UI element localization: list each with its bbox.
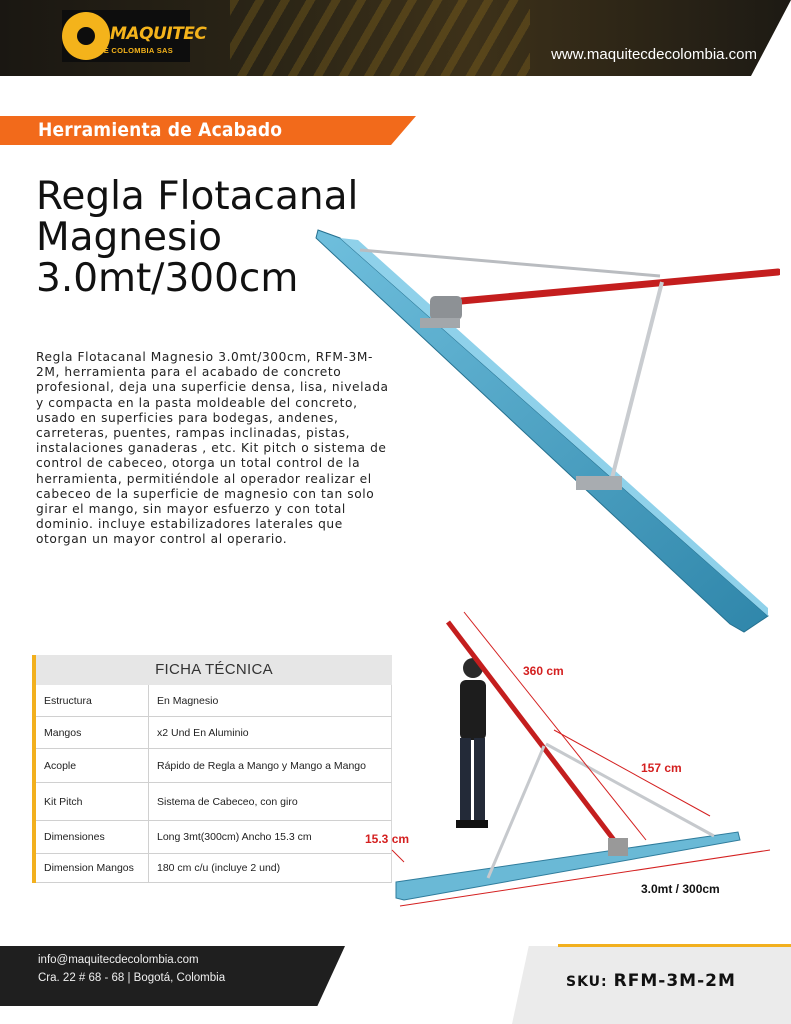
table-row (36, 717, 392, 749)
logo-name: MAQUITEC (110, 24, 207, 44)
table-row (36, 685, 392, 717)
product-description: Regla Flotacanal Magnesio 3.0mt/300cm, RFM-3M-2M, herramienta para el acabado de concreto profesional, deja una superficie densa, lisa, nivelada y compacta en la pasta moldeable del concreto, usado en superficies para bodegas, andenes, carreteras, puentes, rampas inclinadas, pistas, instalaciones ganaderas , etc. Kit pitch o sistema de control de cabeceo, otorga un total control de la herramienta, permitiéndole al operador realizar el cabeceo de la superficie de magnesio con tan solo girar el mango, sin mayor esfuerzo y con total dominio. incluye estabilizadores laterales que otorgan un mayor control al operario. (36, 350, 389, 547)
spec-key: Dimension Mangos (36, 854, 149, 882)
table-row (36, 821, 392, 854)
product-title: Regla Flotacanal Magnesio 3.0mt/300cm (36, 174, 359, 301)
spec-key: Acople (36, 749, 149, 782)
spec-value: Rápido de Regla a Mango y Mango a Mango (157, 759, 366, 772)
website-link[interactable] (551, 46, 757, 63)
header-banner (0, 0, 791, 76)
spec-key: Kit Pitch (36, 783, 149, 820)
sku-block (566, 971, 736, 991)
spec-key: Dimensiones (36, 821, 149, 853)
spec-value: 180 cm c/u (incluye 2 und) (157, 862, 281, 874)
dimension-width-label: 15.3 cm (365, 832, 410, 846)
table-row (36, 749, 392, 783)
product-photo (300, 220, 780, 650)
footer-email[interactable]: info@maquitecdecolombia.com (38, 954, 199, 966)
dimension-brace-label: 157 cm (641, 761, 682, 775)
spec-key: Mangos (36, 717, 149, 748)
header-corner-cut (751, 0, 791, 76)
footer-accent-line (558, 944, 791, 947)
spec-key: Estructura (36, 685, 149, 716)
spec-table (32, 655, 392, 883)
sku-value: RFM-3M-2M (613, 971, 736, 991)
footer-address: Cra. 22 # 68 - 68 | Bogotá, Colombia (38, 972, 226, 984)
dimension-length-label: 3.0mt / 300cm (641, 882, 720, 896)
spec-value: Long 3mt(300cm) Ancho 15.3 cm (157, 831, 312, 843)
spec-value: Sistema de Cabeceo, con giro (157, 795, 298, 808)
dimension-diagram (360, 600, 780, 930)
spec-heading: FICHA TÉCNICA (36, 655, 392, 685)
machinery-background (230, 0, 530, 76)
table-row (36, 783, 392, 821)
company-logo[interactable] (62, 10, 207, 62)
sku-label: SKU: (566, 974, 608, 990)
dimension-handle-label: 360 cm (523, 664, 564, 678)
spec-value: x2 Und En Aluminio (157, 726, 249, 739)
spec-value: En Magnesio (157, 694, 219, 707)
category-label: Herramienta de Acabado (38, 119, 283, 141)
website-text: www.maquitecdecolombia.com (551, 46, 757, 63)
logo-subtitle: DE COLOMBIA SAS (98, 46, 174, 55)
table-row (36, 854, 392, 883)
